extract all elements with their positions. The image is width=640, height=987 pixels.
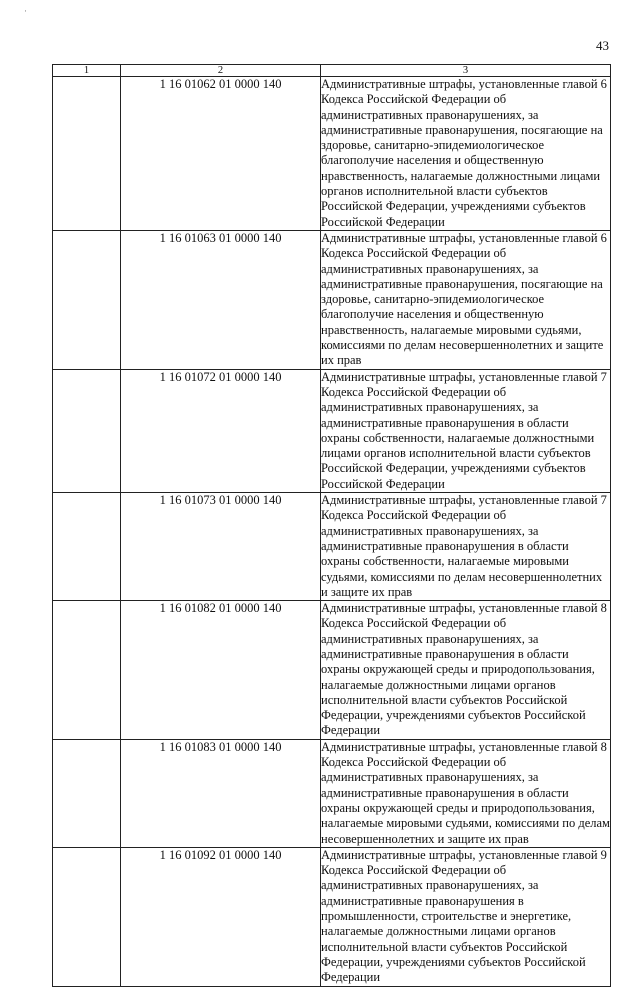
table-row	[53, 77, 611, 231]
description-cell: Административные штрафы, установленные главой 8 Кодекса Российской Федерации об административных правонарушениях, за административные правонарушения в области охраны окружающей среды и природопользования, налагаемые мировыми судьями, комиссиями по делам несовершеннолетних и защите их прав	[321, 739, 610, 846]
row-index-cell	[53, 739, 121, 847]
budget-code-cell: 1 16 01072 01 0000 140	[121, 369, 321, 492]
income-codes-table	[52, 64, 611, 987]
row-index-cell	[53, 230, 121, 369]
table-header-row	[53, 65, 611, 77]
description-cell: Административные штрафы, установленные главой 6 Кодекса Российской Федерации об административных правонарушениях, за административные правонарушения, посягающие на здоровье, санитарно-эпидемиологическое благополучие населения и общественную нравственность, налагаемые мировыми судьями, комиссиями по делам несовершеннолетних и защите их прав	[321, 230, 611, 369]
table-row	[53, 601, 611, 740]
budget-code-cell: 1 16 01073 01 0000 140	[121, 493, 321, 601]
row-index-cell	[53, 369, 121, 492]
row-index-cell	[53, 601, 121, 740]
budget-code-cell: 1 16 01082 01 0000 140	[121, 601, 321, 740]
page-number: 43	[596, 38, 609, 53]
row-index-cell	[53, 493, 121, 601]
table-row	[53, 739, 611, 847]
row-index-cell	[53, 847, 121, 986]
column-header-2: 2	[121, 65, 321, 77]
table-row	[53, 369, 611, 492]
column-header-3: 3	[321, 65, 611, 77]
table-row	[53, 230, 611, 369]
budget-code-cell: 1 16 01062 01 0000 140	[121, 77, 321, 231]
scan-corner-mark: ·	[24, 6, 27, 16]
description-cell: Административные штрафы, установленные главой 6 Кодекса Российской Федерации об административных правонарушениях, за административные правонарушения, посягающие на здоровье, санитарно-эпидемиологическое благополучие населения и общественную нравственность, налагаемые должностными лицами органов исполнительной власти субъектов Российской Федерации, учреждениями субъектов Российской Федерации	[321, 77, 611, 231]
description-cell: Административные штрафы, установленные главой 9 Кодекса Российской Федерации об административных правонарушениях, за административные правонарушения в промышленности, строительстве и энергетике, налагаемые должностными лицами органов исполнительной власти субъектов Российской Федерации, учреждениями субъектов Российской Федерации	[321, 847, 611, 986]
table-row	[53, 493, 611, 601]
row-index-cell	[53, 77, 121, 231]
description-cell: Административные штрафы, установленные главой 8 Кодекса Российской Федерации об административных правонарушениях, за административные правонарушения в области охраны окружающей среды и природопользования, налагаемые должностными лицами органов исполнительной власти субъектов Российской Федерации, учреждениями субъектов Российской Федерации	[321, 601, 611, 740]
description-cell: Административные штрафы, установленные главой 7 Кодекса Российской Федерации об административных правонарушениях, за административные правонарушения в области охраны собственности, налагаемые должностными лицами органов исполнительной власти субъектов Российской Федерации, учреждениями субъектов Российской Федерации	[321, 369, 611, 492]
budget-code-cell: 1 16 01063 01 0000 140	[121, 230, 321, 369]
budget-code-cell: 1 16 01083 01 0000 140	[121, 739, 321, 847]
column-header-1: 1	[53, 65, 121, 77]
table-row	[53, 847, 611, 986]
description-cell: Административные штрафы, установленные главой 7 Кодекса Российской Федерации об административных правонарушениях, за административные правонарушения в области охраны собственности, налагаемые мировыми судьями, комиссиями по делам несовершеннолетних и защите их прав	[321, 493, 611, 601]
budget-code-cell: 1 16 01092 01 0000 140	[121, 847, 321, 986]
